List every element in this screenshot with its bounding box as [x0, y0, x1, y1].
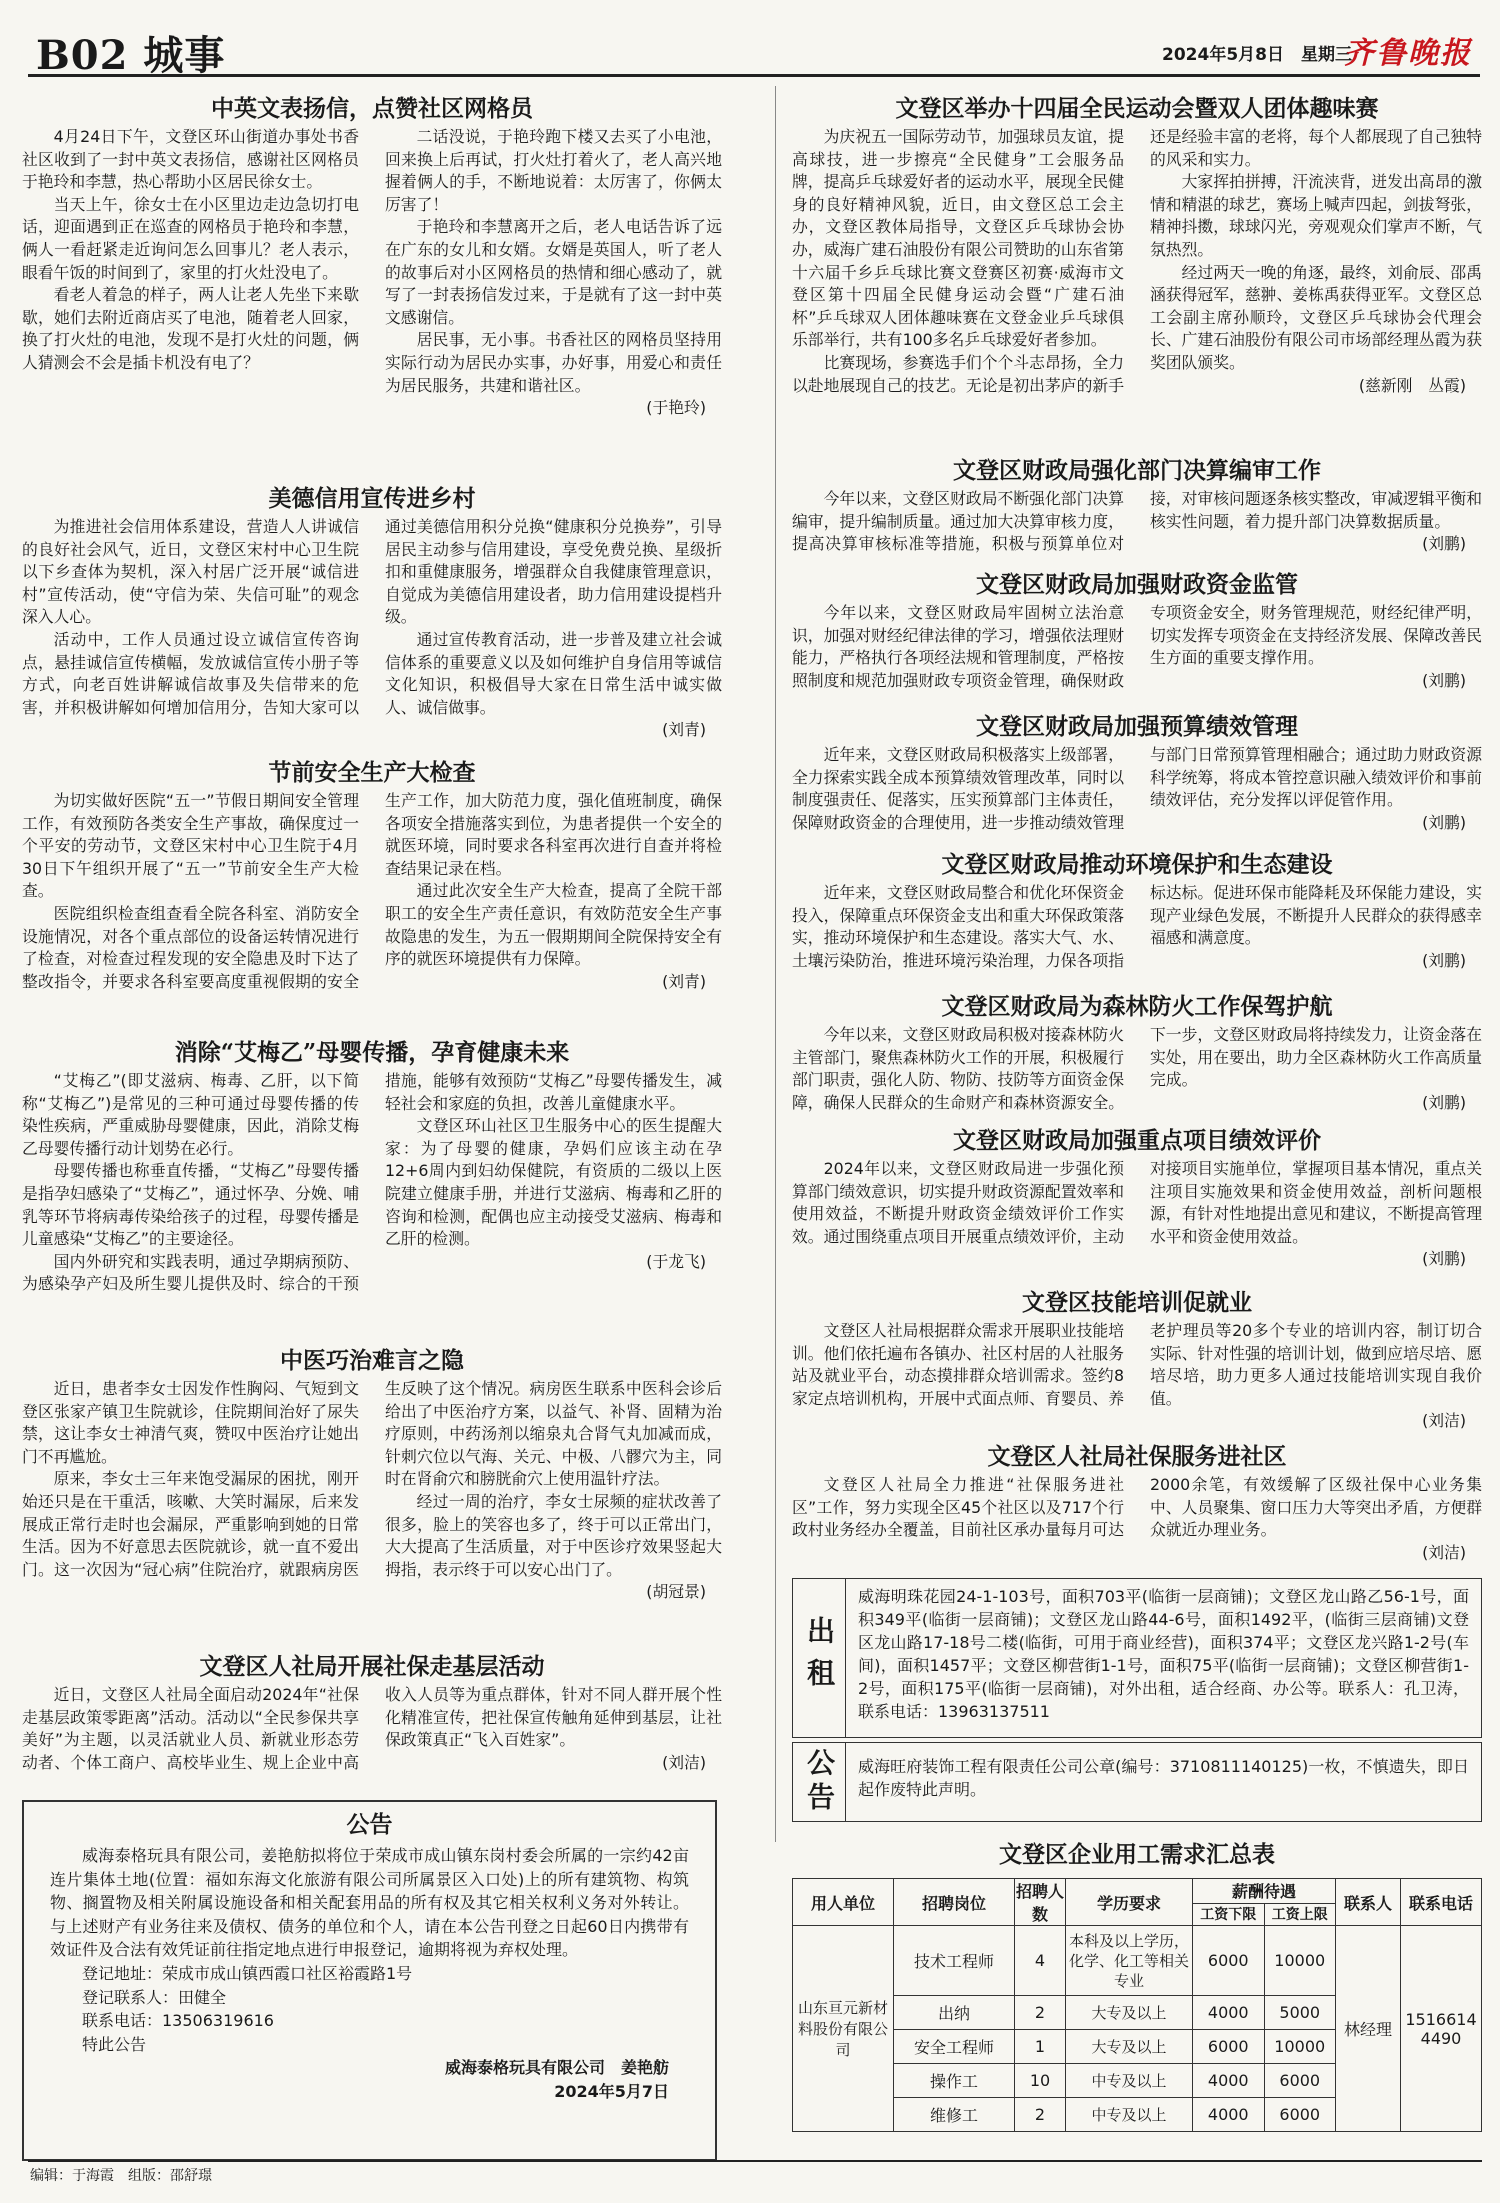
column-divider	[775, 86, 776, 1842]
notice-line: 登记联系人：田健全	[82, 1987, 227, 2007]
job-high-cell: 5000	[1264, 1996, 1336, 2030]
job-education-cell: 大专及以上	[1066, 2030, 1193, 2064]
article-title: 中英文表扬信，点赞社区网格员	[211, 95, 533, 122]
article	[792, 454, 1482, 562]
job-row	[793, 1926, 1482, 1996]
job-position-cell: 维修工	[894, 2098, 1015, 2132]
article-paragraph: 居民事，无小事。书香社区的网格员坚持用实际行动为居民办实事，办好事，用爱心和责任为居民服务，共建和谐社区。	[385, 330, 722, 395]
article-body	[792, 1320, 1482, 1432]
notice-line: 登记地址：荣成市成山镇西霞口社区裕霞路1号	[82, 1963, 413, 1983]
article-title: 文登区财政局加强财政资金监管	[976, 571, 1298, 598]
article-title: 文登区举办十四届全民运动会暨双人团体趣味赛	[895, 95, 1379, 122]
page-header	[28, 16, 1480, 77]
article-title: 文登区人社局社保服务进社区	[987, 1443, 1287, 1470]
article-title: 消除“艾梅乙”母婴传播，孕育健康未来	[174, 1039, 570, 1066]
article-byline: (刘鹏)	[1422, 670, 1466, 690]
article-paragraph: 看老人着急的样子，两人让老人先坐下来歇歇，她们去附近商店买了电池，随着老人回家，换了打火灶的电池，发现不是打火灶的问题，俩人猜测会不会是插卡机没有电了？	[22, 285, 359, 372]
article-byline: (刘鹏)	[1422, 1092, 1466, 1112]
article-paragraph: 当天上午，徐女士在小区里边走边急切打电话，迎面遇到正在巡查的网格员于艳玲和李慧，俩人一看赶紧走近询问怎么回事儿？老人表示，眼看午饭的时间到了，家里的打火灶没电了。	[22, 194, 359, 282]
issue-date: 2024年5月8日 星期三	[1162, 45, 1352, 65]
article	[22, 1650, 722, 1792]
job-position-cell: 技术工程师	[894, 1926, 1015, 1996]
article-paragraph: 为推进社会信用体系建设，营造人人讲诚信的良好社会风气，近日，文登区宋村中心卫生院以下乡查体为契机，深入村居广泛开展“诚信进村”宣传活动，使“守信为荣、失信可耻”的观念深入人心。	[22, 517, 359, 627]
job-low-cell: 4000	[1193, 1996, 1265, 2030]
article	[22, 1344, 722, 1644]
article-paragraph: 通过此次安全生产大检查，提高了全院干部职工的安全生产责任意识，有效防范安全生产事故隐患的发生，为五一假期期间全院保持安全有序的就医环境提供有力保障。	[385, 881, 722, 969]
article	[792, 1124, 1482, 1282]
article-byline: (于龙飞)	[646, 1251, 706, 1271]
article-paragraph: 文登区人社局根据群众需求开展职业技能培训。他们依托遍布各镇办、社区村居的人社服务站及就业平台，动态摸排群众培训需求。签约8家定点培训机构，开展中式面点师、育婴员、养老护理员等20多个专业的培训内容，制订切合实际、针对性强的培训计划，做到应培尽培、愿培尽培，助力更多人通过技能培训实现自我价值。	[792, 1321, 1482, 1408]
article-paragraph: 文登区人社局全力推进“社保服务进社区”工作，努力实现全区45个社区以及717个行政村业务经办全覆盖，目前社区承办量每月可达2000余笔，有效缓解了区级社保中心业务集中、人员聚集、窗口压力大等突出矛盾，方便群众就近办理业务。	[792, 1475, 1482, 1540]
article-byline: (刘鹏)	[1422, 534, 1466, 554]
notice-signer: 威海泰格玩具有限公司 姜艳舫	[444, 2058, 669, 2078]
newspaper-logo: 齐鲁晚报	[1344, 36, 1472, 71]
article-byline: (刘青)	[662, 971, 706, 991]
article-body	[792, 744, 1482, 834]
job-count-cell: 1	[1015, 2030, 1066, 2064]
col-education: 学历要求	[1066, 1879, 1193, 1926]
article-body	[792, 1158, 1482, 1270]
article-byline: (于艳玲)	[646, 398, 706, 418]
article	[22, 92, 722, 482]
article-body	[22, 516, 722, 741]
article	[792, 848, 1482, 990]
job-count-cell: 10	[1015, 2064, 1066, 2098]
notice-line: 特此公告	[82, 2034, 147, 2054]
article-paragraph: 通过宣传教育活动，进一步普及建立社会诚信体系的重要意义以及如何维护自身信用等诚信文化知识，积极倡导大家在日常生活中诚实做人、诚信做事。	[385, 629, 722, 717]
article	[792, 1286, 1482, 1438]
notice-title: 公告	[346, 1811, 393, 1838]
job-high-cell: 10000	[1264, 2030, 1336, 2064]
job-count-cell: 2	[1015, 2098, 1066, 2132]
article-paragraph: 4月24日下午，文登区环山街道办事处书香社区收到了一封中英文表扬信，感谢社区网格员于艳玲和李慧，热心帮助小区居民徐女士。	[22, 127, 359, 192]
col-contact: 联系人	[1336, 1879, 1401, 1926]
article-paragraph: 活动中，工作人员通过设立诚信宣传咨询点，悬挂诚信宣传横幅，发放诚信宣传小册子等方式，向老百姓讲解诚信故事及失信带来的危害，并积极讲解如何增加信用分，告知大家可以通过美德信用积分兑换“健康积分兑换券”，引导居民主动参与信用建设，享受免费兑换、星级折扣和重健康服务，增强群众自我健康管理意识，自觉成为美德信用建设者，助力信用建设提档升级。	[22, 517, 722, 717]
article	[792, 92, 1482, 452]
article-body	[792, 1474, 1482, 1564]
rent-ad	[792, 1578, 1482, 1738]
article	[22, 756, 722, 1034]
job-count-cell: 4	[1015, 1926, 1066, 1996]
article-title: 文登区财政局为森林防火工作保驾护航	[941, 993, 1333, 1020]
col-salary-low: 工资下限	[1193, 1903, 1265, 1925]
article-body	[792, 602, 1482, 692]
job-high-cell: 6000	[1264, 2064, 1336, 2098]
article-body	[792, 882, 1482, 972]
article-title: 文登区财政局强化部门决算编审工作	[953, 457, 1321, 484]
article-paragraph: 经过一周的治疗，李女士尿频的症状改善了很多，脸上的笑容也多了，终于可以正常出门，大大提高了生活质量，对于中医诊疗效果竖起大拇指，表示终于可以安心出门了。	[385, 1491, 722, 1579]
job-high-cell: 10000	[1264, 1926, 1336, 1996]
rent-ad-label: 出租	[793, 1579, 846, 1737]
article-body	[792, 1024, 1482, 1114]
public-notice-text: 威海旺府装饰工程有限责任公司公章(编号：3710811140125)一枚，不慎遗失，即日起作废特此声明。	[858, 1757, 1469, 1799]
article-title: 文登区财政局加强预算绩效管理	[976, 713, 1298, 740]
job-education-cell: 中专及以上	[1066, 2064, 1193, 2098]
article-paragraph: 为切实做好医院“五一”节假日期间安全管理工作，有效预防各类安全生产事故，确保度过一个平安的劳动节，文登区宋村中心卫生院于4月30日下午组织开展了“五一”节前安全生产大检查。	[22, 791, 359, 901]
article-paragraph: 近年来，文登区财政局积极落实上级部署，全力探索实践全成本预算绩效管理改革，同时以制度强责任、促落实，压实预算部门主体责任，保障财政资金的合理使用，进一步推动绩效管理与部门日常预算管理相融合；通过助力财政资源科学统筹，将成本管控意识融入绩效评价和事前绩效评估，充分发挥以评促管作用。	[792, 745, 1482, 832]
job-high-cell: 6000	[1264, 2098, 1336, 2132]
article	[22, 482, 722, 750]
article	[792, 990, 1482, 1122]
col-company: 用人单位	[793, 1879, 894, 1926]
article-title: 文登区财政局推动环境保护和生态建设	[941, 851, 1333, 878]
article-title: 文登区技能培训促就业	[1022, 1289, 1252, 1316]
article-paragraph: 大家挥拍拼搏，汗流浃背，迸发出高昂的激情和精湛的球艺，赛场上喊声四起，剑拔弩张，精神抖擞，球球闪光，旁观观众们掌声不断，气氛热烈。	[1150, 172, 1482, 259]
article-byline: (刘洁)	[1422, 1411, 1466, 1431]
col-salary: 薪酬待遇	[1193, 1879, 1336, 1904]
article-body	[22, 790, 722, 993]
article-title: 美德信用宣传进乡村	[268, 485, 476, 512]
article-body	[22, 1684, 722, 1774]
job-education-cell: 中专及以上	[1066, 2098, 1193, 2132]
article-paragraph: 比赛现场，参赛选手们个个斗志昂扬，全力以赴地展现自己的技艺。无论是初出茅庐的新手还是经验丰富的老将，每个人都展现了自己独特的风采和实力。	[792, 127, 1482, 395]
article-paragraph: 近日，患者李女士因发作性胸闷、气短到文登区张家产镇卫生院就诊，住院期间治好了尿失禁，这让李女士神清气爽，赞叹中医治疗让她出门不再尴尬。	[22, 1379, 359, 1466]
article-paragraph: 今年以来，文登区财政局牢固树立法治意识，加强对财经纪律法律的学习，增强依法理财能力，严格执行各项经法规和管理制度，严格按照制度和规范加强财政专项资金管理，确保财政专项资金安全，财务管理规范，财经纪律严明，切实发挥专项资金在支持经济发展、保障改善民生方面的重要支撑作用。	[792, 603, 1482, 690]
section-title: B02 城事	[36, 32, 226, 79]
article-title: 文登区人社局开展社保走基层活动	[199, 1653, 545, 1680]
jobs-table	[792, 1878, 1482, 2132]
job-position-cell: 安全工程师	[894, 2030, 1015, 2064]
contact-cell: 林经理	[1336, 1926, 1401, 2132]
article-paragraph: 近年来，文登区财政局整合和优化环保资金投入，保障重点环保资金支出和重大环保政策落实，推动环境保护和生态建设。落实大气、水、土壤污染防治，推进环境污染治理，力保各项指标达标。促进环保市能降耗及环保能力建设，实现产业绿色发展，不断提升人民群众的获得感幸福感和满意度。	[792, 883, 1482, 970]
job-low-cell: 6000	[1193, 2030, 1265, 2064]
article-paragraph: 近日，文登区人社局全面启动2024年“社保走基层政策零距离”活动。活动以“全民参保共享美好”为主题，以灵活就业人员、新就业形态劳动者、个体工商户、高校毕业生、规上企业中高收入人员等为重点群体，针对不同人群开展个性化精准宣传，把社保宣传触角延伸到基层，让社保政策真正“飞入百姓家”。	[22, 1685, 722, 1772]
article-paragraph: “艾梅乙”(即艾滋病、梅毒、乙肝，以下简称“艾梅乙”)是常见的三种可通过母婴传播的传染性疾病，严重威胁母婴健康，因此，消除艾梅乙母婴传播行动计划势在必行。	[22, 1071, 359, 1158]
col-count: 招聘人数	[1015, 1879, 1066, 1926]
phone-cell: 15166144490	[1401, 1926, 1482, 2132]
col-phone: 联系电话	[1401, 1879, 1482, 1926]
job-position-cell: 出纳	[894, 1996, 1015, 2030]
article-byline: (刘鹏)	[1422, 1249, 1466, 1269]
article-paragraph: 原来，李女士三年来饱受漏尿的困扰，刚开始还只是在干重活，咳嗽、大笑时漏尿，后来发展成正常行走时也会漏尿，严重影响到她的日常生活。因为不好意思去医院就诊，就一直不爱出门。这一次因为“冠心病”住院治疗，就跟病房医生反映了这个情况。病房医生联系中医科会诊后给出了中医治疗方案，以益气、补肾、固精为治疗原则，中药汤剂以缩泉丸合肾气丸加减而成，针刺穴位以气海、关元、中极、八髎穴为主，同时在肾俞穴和膀胱俞穴上使用温针疗法。	[22, 1379, 722, 1579]
rent-ad-text: 威海明珠花园24-1-103号，面积703平(临街一层商铺)；文登区龙山路乙56-1号，面积349平(临街一层商铺)；文登区龙山路44-6号，面积1492平，(临街三层商铺)文登区龙山路17-18号二楼(临街，可用于商业经营)，面积374平；文登区龙兴路1-2号(车间)，面积1457平；文登区柳营街1-1号，面积75平(临街一层商铺)；文登区柳营街1-2号，面积175平(临街一层商铺)，对外出租，适合经商、办公等。联系人：孔卫涛，联系电话：13963137511	[858, 1587, 1469, 1721]
article-paragraph: 文登区环山社区卫生服务中心的医生提醒大家：为了母婴的健康，孕妈们应该主动在孕12+6周内到妇幼保健院，有资质的二级以上医院建立健康手册，并进行艾滋病、梅毒和乙肝的咨询和检测，配偶也应主动接受艾滋病、梅毒和乙肝的检测。	[385, 1116, 722, 1249]
jobs-table-title: 文登区企业用工需求汇总表	[999, 1841, 1275, 1868]
article-paragraph: 经过两天一晚的角逐，最终，刘俞辰、邵禹涵获得冠军，慈翀、姜栋禹获得亚军。文登区总工会副主席孙顺玲，文登区乒乓球协会代理会长、广建石油股份有限公司市场部经理丛霞为获奖团队颁奖。	[1150, 262, 1482, 372]
article-paragraph: 2024年以来，文登区财政局进一步强化预算部门绩效意识，切实提升财政资源配置效率和使用效益，不断提升财政资金绩效评价工作实效。通过围绕重点项目开展重点绩效评价，主动对接项目实施单位，掌握项目基本情况，重点关注项目实施效果和资金使用效益，剖析问题根源，有针对性地提出意见和建议，不断提高管理水平和资金使用效益。	[792, 1159, 1482, 1246]
article-byline: (慈新刚 丛霞)	[1358, 375, 1466, 395]
article	[792, 568, 1482, 704]
article-paragraph: 为庆祝五一国际劳动节，加强球员友谊，提高球技，进一步擦亮“全民健身”工会服务品牌，提高乒乓球爱好者的运动水平，展现全民健身的良好精神风貌，近日，由文登区总工会主办，文登区教体局指导，文登区乒乓球协会协办，威海广建石油股份有限公司赞助的山东省第十六届千乡乒乓球比赛文登赛区初赛·威海市文登区第十四届全民健身运动会暨“广建石油杯”乒乓球双人团体趣味赛在文登金业乒乓球俱乐部举行，共有100多名乒乓球爱好者参加。	[792, 127, 1124, 350]
job-education-cell: 大专及以上	[1066, 1996, 1193, 2030]
job-position-cell: 操作工	[894, 2064, 1015, 2098]
article-paragraph: 国内外研究和实践表明，通过孕期病预防、为感染孕产妇及所生婴儿提供及时、综合的干预措施，能够有效预防“艾梅乙”母婴传播发生，减轻社会和家庭的负担，改善儿童健康水平。	[22, 1071, 722, 1294]
public-notice-label: 公告	[793, 1743, 846, 1821]
article-title: 文登区财政局加强重点项目绩效评价	[953, 1127, 1321, 1154]
col-salary-high: 工资上限	[1264, 1903, 1336, 1925]
article-byline: (刘鹏)	[1422, 812, 1466, 832]
public-notice-ad	[792, 1742, 1482, 1822]
land-transfer-notice	[22, 1800, 717, 2161]
col-position: 招聘岗位	[894, 1879, 1015, 1926]
job-low-cell: 4000	[1193, 2064, 1265, 2098]
article-paragraph: 今年以来，文登区财政局不断强化部门决算编审，提升编制质量。通过加大决算审核力度，提高决算审核标准等措施，积极与预算单位对接，对审核问题逐条核实整改，审减逻辑平衡和核实性问题，着力提升部门决算数据质量。	[792, 489, 1482, 554]
article-byline: (刘洁)	[1422, 1542, 1466, 1562]
article-body	[22, 126, 722, 419]
article-byline: (刘洁)	[662, 1752, 706, 1772]
article-body	[792, 488, 1482, 556]
article	[22, 1036, 722, 1334]
notice-body: 威海泰格玩具有限公司，姜艳舫拟将位于荣成市成山镇东岗村委会所属的一宗约42亩连片集体土地(位置：福如东海文化旅游有限公司所属景区入口处)上的所有建筑物、构筑物、搁置物及相关附属设施设备和相关配套用品的所有权及其它相关权利义务对外转让。与上述财产有业务往来及债权、债务的单位和个人，请在本公告刊登之日起60日内携带有效证件及合法有效凭证前往指定地点进行申报登记，逾期将视为弃权处理。	[50, 1846, 689, 1960]
notice-line: 联系电话：13506319616	[82, 2011, 274, 2031]
article-byline: (刘鹏)	[1422, 950, 1466, 970]
notice-date: 2024年5月7日	[554, 2081, 669, 2101]
article-paragraph: 于艳玲和李慧离开之后，老人电话告诉了远在广东的女儿和女婿。女婿是英国人，听了老人的故事后对小区网格员的热情和细心感动了，就写了一封表扬信发过来，于是就有了这一封中英文感谢信。	[385, 217, 722, 327]
editor-credit: 编辑：于海霞 组版：邵舒璟	[28, 2160, 1482, 2190]
company-cell: 山东亘元新材料股份有限公司	[793, 1926, 894, 2132]
article	[792, 1440, 1482, 1572]
article-paragraph: 医院组织检查组查看全院各科室、消防安全设施情况，对各个重点部位的设备运转情况进行了检查，对检查过程发现的安全隐患及时下达了整改指令，并要求各科室要高度重视假期的安全生产工作，加大防范力度，强化值班制度，确保各项安全措施落实到位，为患者提供一个安全的就医环境，同时要求各科室再次进行自查并将检查结果记录在档。	[22, 791, 722, 991]
job-low-cell: 4000	[1193, 2098, 1265, 2132]
article-paragraph: 二话没说，于艳玲跑下楼又去买了小电池，回来换上后再试，打火灶打着火了，老人高兴地握着俩人的手，不断地说着：太厉害了，你俩太厉害了！	[385, 127, 722, 214]
article-body	[22, 1378, 722, 1603]
jobs-demand-table-section	[792, 1840, 1482, 2132]
article-title: 节前安全生产大检查	[268, 759, 476, 786]
job-low-cell: 6000	[1193, 1926, 1265, 1996]
job-count-cell: 2	[1015, 1996, 1066, 2030]
article-title: 中医巧治难言之隐	[280, 1347, 464, 1374]
article-byline: (刘青)	[662, 720, 706, 740]
article-paragraph: 母婴传播也称垂直传播，“艾梅乙”母婴传播是指孕妇感染了“艾梅乙”，通过怀孕、分娩、哺乳等环节将病毒传染给孩子的过程，母婴传播是儿童感染“艾梅乙”的主要途径。	[22, 1161, 359, 1249]
article-paragraph: 今年以来，文登区财政局积极对接森林防火主管部门，聚焦森林防火工作的开展，积极履行部门职责，强化人防、物防、技防等方面资金保障，确保人民群众的生命财产和森林资源安全。下一步，文登区财政局将持续发力，让资金落在实处，用在要出，助力全区森林防火工作高质量完成。	[792, 1025, 1482, 1112]
article-byline: (胡冠景)	[646, 1582, 706, 1602]
article	[792, 710, 1482, 842]
job-education-cell: 本科及以上学历，化学、化工等相关专业	[1066, 1926, 1193, 1996]
article-body	[22, 1070, 722, 1296]
article-body	[792, 126, 1482, 397]
